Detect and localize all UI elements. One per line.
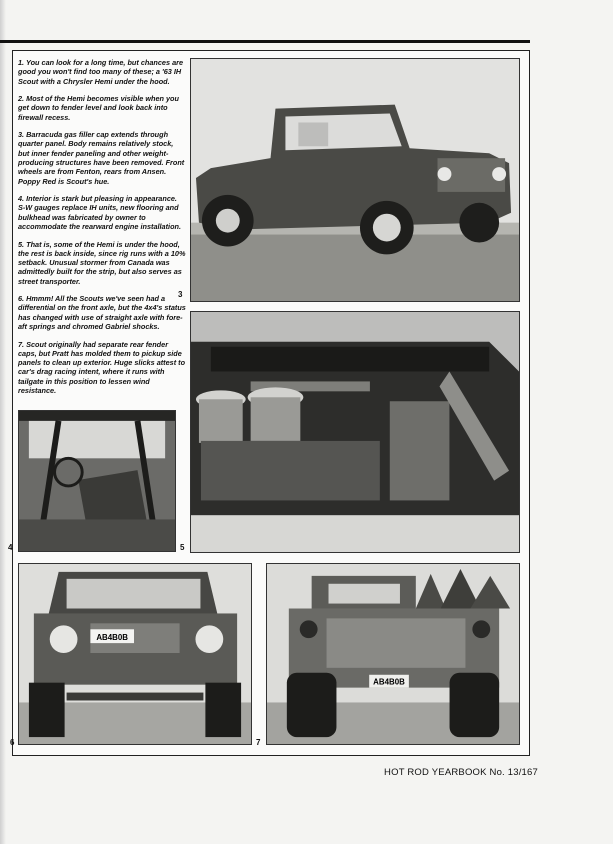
front-plate-text: AB4B0B	[96, 633, 129, 643]
photo-5-engine	[190, 311, 520, 553]
photo-7-number: 7	[256, 738, 261, 747]
photo-4-interior	[18, 410, 176, 552]
page-edge-shadow	[0, 0, 6, 844]
page-footer: HOT ROD YEARBOOK No. 13/167	[384, 767, 538, 778]
photo-3-scout-side	[190, 58, 520, 302]
caption-7: 7. Scout originally had separate rear fender caps, but Pratt has molded them to pickup side panels to clean up exterior. Huge slicks attest to car's drag racing intent, where it runs with tailgate in this position to lessen wind resistance.	[18, 339, 186, 396]
caption-3: 3. Barracuda gas filler cap extends through quarter panel. Body remains relatively stock, but inner fender paneling and other weight-producing structures have been removed. Front wheels are from Fenton, rears from Ansen. Poppy Red is Scout's hue.	[18, 130, 185, 186]
caption-4: 4. Interior is stark but pleasing in appearance. S-W gauges replace IH units, new flooring and bulkhead was fabricated by owner to accommodate the rearward engine installation.	[18, 194, 182, 232]
caption-1: 1. You can look for a long time, but chances are good you won't find too many of these; a '63 IH Scout with a Chrysler Hemi under the hood.	[18, 58, 184, 86]
caption-5: 5. That is, some of the Hemi is under the hood, the rest is back inside, since rig runs with a 10% setback. Unusual stormer from Canada was admittedly built for the strip, but also serves as street transporter.	[18, 239, 186, 286]
top-rule	[0, 40, 530, 43]
photo-6-front-view	[18, 563, 252, 745]
photo-5-number: 5	[180, 543, 185, 552]
rear-plate-text: AB4B0B	[373, 677, 405, 687]
photo-6-number: 6	[10, 738, 15, 747]
photo-3-number: 3	[178, 290, 183, 299]
caption-6: 6. Hmmm! All the Scouts we've seen had a differential on the front axle, but the 4x4's status has changed with use of straight axle with fore-aft springs and chromed Gabriel shocks.	[18, 294, 186, 332]
photo-4-number: 4	[8, 543, 13, 552]
caption-2: 2. Most of the Hemi becomes visible when you get down to fender level and look back into firewall recess.	[18, 94, 179, 122]
caption-column	[18, 58, 186, 404]
photo-7-rear-view	[266, 563, 520, 745]
